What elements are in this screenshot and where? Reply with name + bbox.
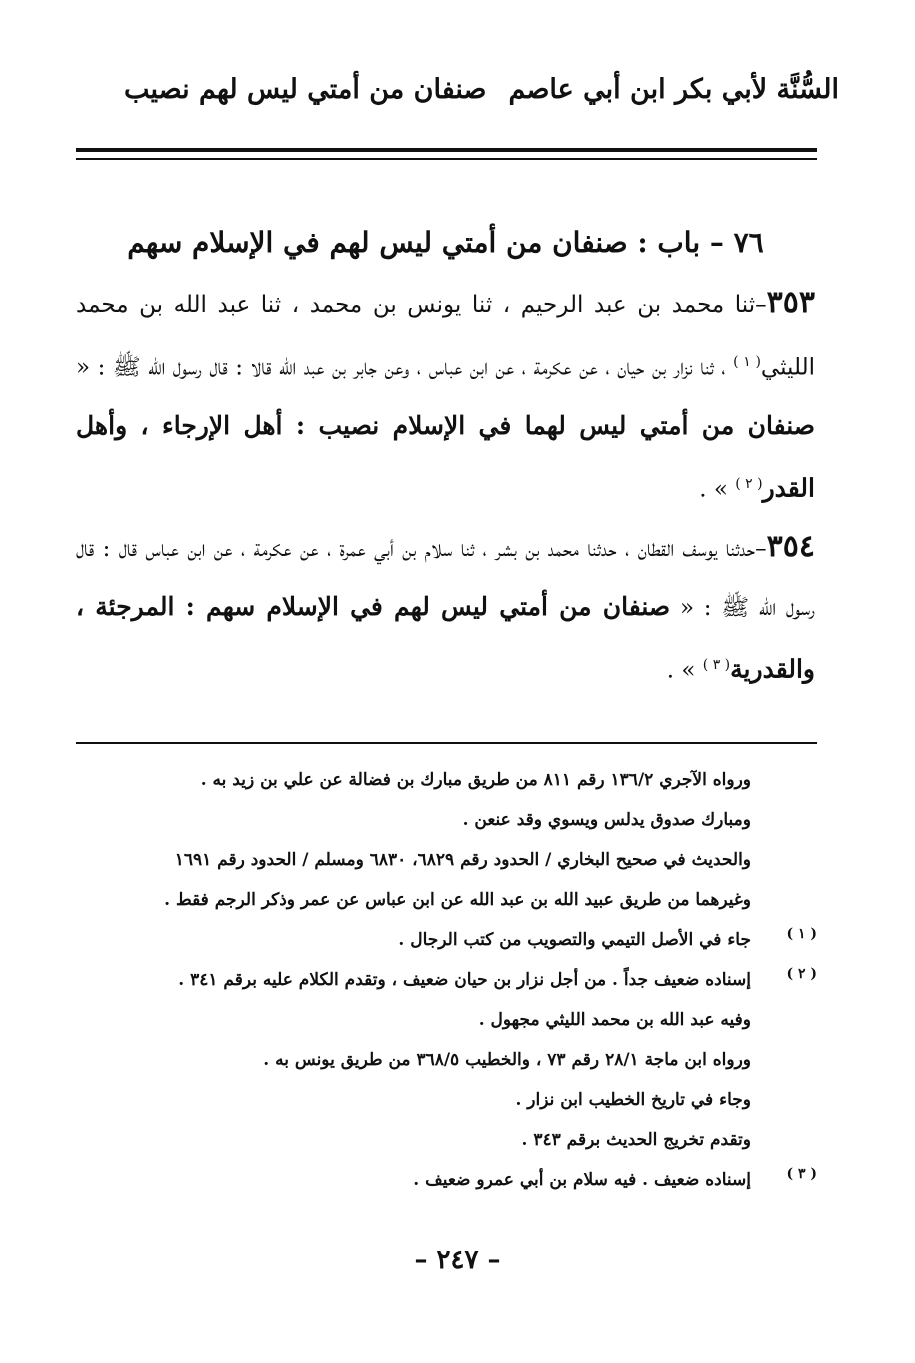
footnote-marker: ( ١ ) bbox=[786, 926, 817, 942]
chapter-heading: ٧٦ – باب : صنفان من أمتي ليس لهم في الإسلام سهم bbox=[127, 226, 764, 259]
footnote-1 bbox=[76, 920, 817, 960]
hadith-matn: صنفان من أمتي ليس لهم في الإسلام سهم : المرجئة ، والقدرية bbox=[76, 592, 815, 684]
hadith-isnad: –ثنا محمد بن عبد الرحيم ، ثنا يونس بن محمد ، ثنا عبد الله بن محمد الليثي bbox=[76, 292, 815, 381]
footnote-ref: ( ٣ ) bbox=[702, 657, 731, 674]
hadith-isnad-cont: ، ثنا نزار بن حيان ، عن عكرمة ، عن ابن عباس ، وعن جابر بن عبد الله قالا : قال رسول الله ﷺ : « bbox=[76, 354, 726, 381]
footnote-text: إسناده ضعيف جداً . من أجل نزار بن حيان ضعيف ، وتقدم الكلام عليه برقم ٣٤١ . bbox=[178, 970, 751, 990]
hadith-isnad: –حدثنا يوسف القطان ، حدثنا محمد بن بشر ، ثنا سلام بن أبي عمرة ، عن عكرمة ، عن ابن عباس قال : قال رسول الله ﷺ : « bbox=[76, 536, 815, 622]
footnote-line: وجاء في تاريخ الخطيب ابن نزار . bbox=[515, 1090, 751, 1110]
footnote-line: ورواه ابن ماجة ٢٨/١ رقم ٧٣ ، والخطيب ٣٦٨/٥ من طريق يونس به . bbox=[263, 1050, 751, 1070]
footnote-line: وتقدم تخريج الحديث برقم ٣٤٣ . bbox=[521, 1130, 751, 1150]
footnote-ref: ( ١ ) bbox=[733, 354, 761, 370]
hadith-end: » . bbox=[699, 476, 728, 503]
footnote-line: ورواه الآجري ١٣٦/٢ رقم ٨١١ من طريق مبارك بن فضالة عن علي بن زيد به . bbox=[200, 770, 751, 790]
running-header bbox=[76, 74, 839, 122]
footnote-marker: ( ٢ ) bbox=[786, 966, 817, 982]
book-title: السُّنَّة لأبي بكر ابن أبي عاصم bbox=[508, 74, 839, 105]
footnote-line: والحديث في صحيح البخاري / الحدود رقم ٦٨٢٩، ٦٨٣٠ ومسلم / الحدود رقم ١٦٩١ bbox=[174, 850, 751, 870]
footnote-3 bbox=[76, 1160, 817, 1200]
footnote-ref: ( ٢ ) bbox=[735, 475, 763, 492]
hadith-number: ٣٥٣ bbox=[766, 285, 815, 320]
footnote-2 bbox=[76, 960, 817, 1000]
hadith-354 bbox=[76, 518, 815, 700]
header-chapter-title: صنفان من أمتي ليس لهم نصيب bbox=[124, 74, 487, 105]
footnote-line: وغيرهما من طريق عبيد الله بن عبد الله عن ابن عباس عن عمر وذكر الرجم فقط . bbox=[164, 890, 751, 910]
footnote-marker: ( ٣ ) bbox=[786, 1166, 817, 1182]
footnote-line: ومبارك صدوق يدلس ويسوي وقد عنعن . bbox=[462, 810, 751, 830]
footnotes bbox=[76, 760, 817, 1200]
header-rule-thick bbox=[76, 148, 817, 152]
hadith-end: » . bbox=[666, 657, 696, 684]
footnote-text: إسناده ضعيف . فيه سلام بن أبي عمرو ضعيف . bbox=[413, 1170, 751, 1190]
footnote-text: جاء في الأصل التيمي والتصويب من كتب الرجال . bbox=[398, 930, 751, 950]
page-number: – ٢٤٧ – bbox=[414, 1245, 501, 1275]
hadith-353 bbox=[76, 274, 815, 518]
footnote-rule bbox=[76, 742, 817, 744]
hadith-matn: صنفان من أمتي ليس لهما في الإسلام نصيب : أهل الإرجاء ، وأهل القدر bbox=[76, 410, 815, 503]
footnote-line: وفيه عبد الله بن محمد الليثي مجهول . bbox=[478, 1010, 751, 1030]
main-text bbox=[76, 220, 815, 700]
hadith-number: ٣٥٤ bbox=[766, 529, 815, 565]
header-rule-thin bbox=[76, 158, 817, 160]
